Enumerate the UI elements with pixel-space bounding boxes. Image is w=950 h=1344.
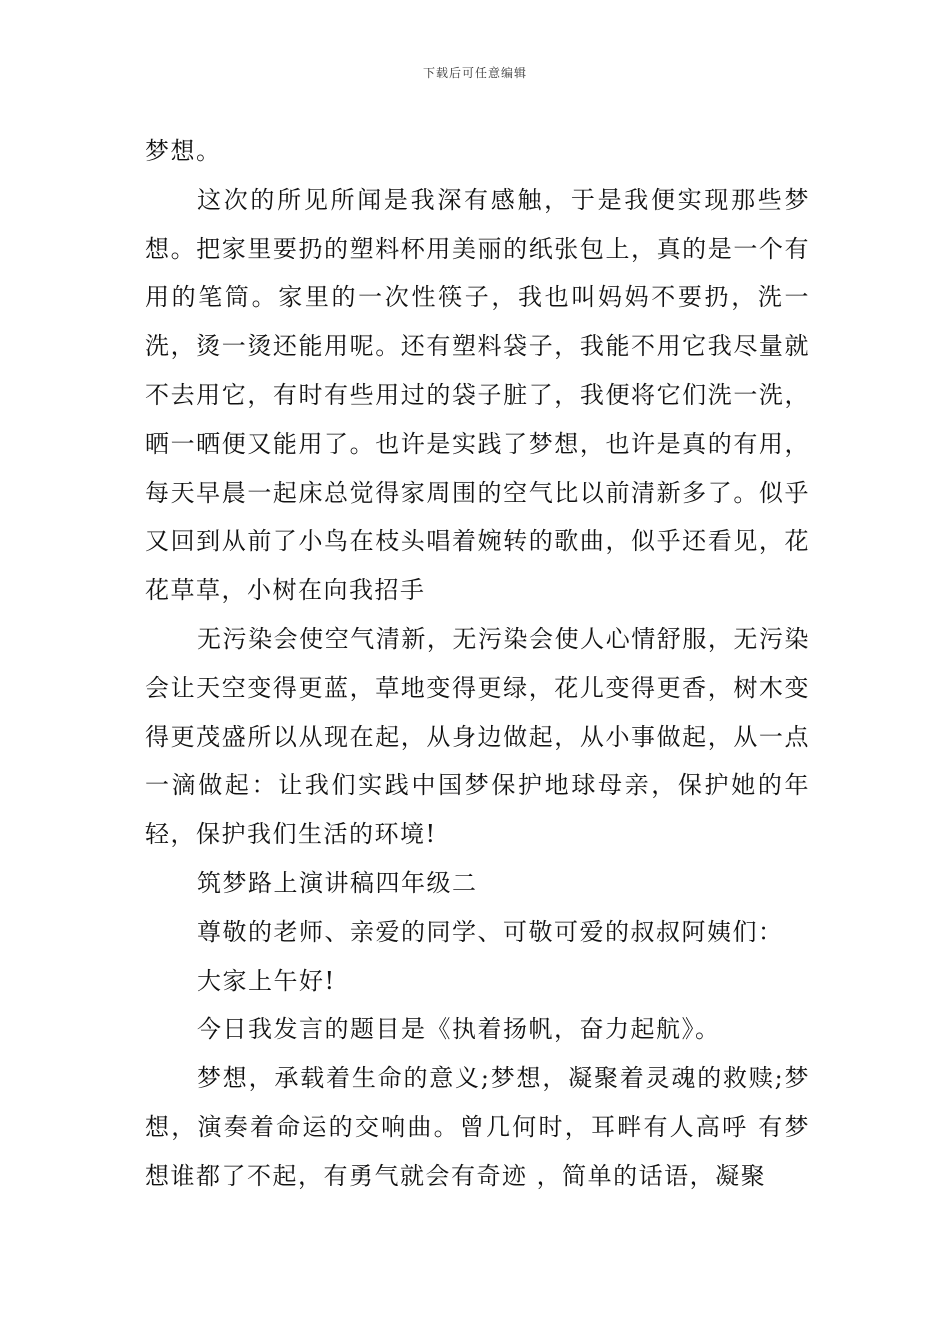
page-header-note: 下载后可任意编辑 <box>422 66 527 80</box>
topic-statement: 今日我发言的题目是《执着扬帆，奋力起航》。 <box>197 1015 721 1044</box>
paragraph-1: 梦想。 <box>145 137 222 165</box>
paragraph-2: 这次的所见所闻是我深有感触，于是我便实现那些梦想。把家里要扔的塑料杯用美丽的纸张包上，真的是一个有用的笔筒。家里的一次性筷子，我也叫妈妈不要扔，洗一洗，烫一烫还能用呢。还有塑料袋子，我能不用它我尽量就不去用它，有时有些用过的袋子脏了，我便将它们洗一洗，晒一晒便又能用了。也许是实践了梦想，也许是真的有用，每天早晨一起床总觉得家周围的空气比以前清新多了。似乎又回到从前了小鸟在枝头唱着婉转的歌曲，似乎还看见，花花草草，小树在向我招手 <box>145 185 810 605</box>
section-title: 筑梦路上演讲稿四年级二 <box>197 868 478 897</box>
greeting: 大家上午好! <box>197 966 336 995</box>
salutation: 尊敬的老师、亲爱的同学、可敬可爱的叔叔阿姨们： <box>197 917 784 946</box>
paragraph-8: 梦想，承载着生命的意义;梦想，凝聚着灵魂的救赎;梦想，演奏着命运的交响曲。曾几何时，耳畔有人高呼 有梦想谁都了不起，有勇气就会有奇迹 ，简单的话语，凝聚 <box>145 1064 810 1190</box>
document-body <box>145 127 810 1201</box>
paragraph-3: 无污染会使空气清新，无污染会使人心情舒服，无污染会让天空变得更蓝，草地变得更绿，花儿变得更香，树木变得更茂盛所以从现在起，从身边做起，从小事做起，从一点一滴做起：让我们实践中国梦保护地球母亲，保护她的年轻，保护我们生活的环境! <box>145 624 810 849</box>
